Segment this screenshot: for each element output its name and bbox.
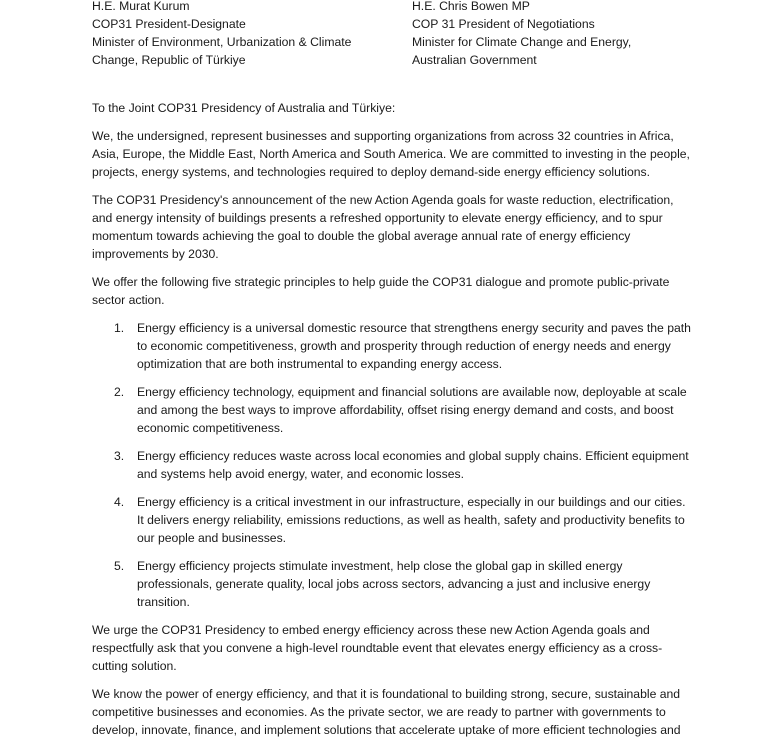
- list-item-number: 1.: [114, 321, 125, 335]
- addressee-left-title: Change, Republic of Türkiye: [92, 53, 246, 67]
- addressee-right-title: Australian Government: [412, 53, 537, 67]
- list-item: [92, 383, 692, 437]
- list-item-text: Energy efficiency is a critical investment in our infrastructure, especially in our buildings and our cities. It delivers energy reliability, emissions reductions, as well as health, safety and productivity benefits to our people and businesses.: [137, 495, 686, 545]
- body-paragraph: We know the power of energy efficiency, and that it is foundational to building strong, secure, sustainable and competitive businesses and economies. As the private sector, we are ready to partner with governments to develop, innovate, finance, and implement solutions that accelerate uptake of more efficient technologies and: [92, 687, 681, 737]
- body-paragraph: The COP31 Presidency's announcement of the new Action Agenda goals for waste reduction, electrification, and energy intensity of buildings presents a refreshed opportunity to elevate energy efficiency, and to spur momentum towards achieving the goal to double the global average annual rate of energy efficiency improvements by 2030.: [92, 193, 674, 261]
- addressee-block: [92, 0, 692, 69]
- list-item-number: 4.: [114, 495, 125, 509]
- addressee-right: [412, 0, 692, 69]
- body-paragraph: We offer the following five strategic principles to help guide the COP31 dialogue and promote public-private sector action.: [92, 275, 670, 307]
- list-item-number: 2.: [114, 385, 125, 399]
- list-item: [92, 447, 692, 483]
- body-paragraph: We, the undersigned, represent businesses and supporting organizations from across 32 countries in Africa, Asia, Europe, the Middle East, North America and South America. We are committed to investing in the people, projects, energy systems, and technologies required to deploy demand-side energy efficiency solutions.: [92, 129, 690, 179]
- addressee-left-title: Minister of Environment, Urbanization & Climate: [92, 35, 352, 49]
- list-item-text: Energy efficiency technology, equipment and financial solutions are available now, deployable at scale and among the best ways to improve affordability, offset rising energy demand and costs, and boost economic competitiveness.: [137, 385, 687, 435]
- list-item: [92, 319, 692, 373]
- salutation: To the Joint COP31 Presidency of Australia and Türkiye:: [92, 101, 396, 115]
- list-item-number: 5.: [114, 559, 125, 573]
- addressee-left-name: H.E. Murat Kurum: [92, 0, 190, 13]
- principles-list: [92, 319, 692, 611]
- addressee-right-name: H.E. Chris Bowen MP: [412, 0, 530, 13]
- list-item-text: Energy efficiency projects stimulate investment, help close the global gap in skilled energy professionals, generate quality, local jobs across sectors, advancing a just and inclusive energy transition.: [137, 559, 651, 609]
- list-item-text: Energy efficiency is a universal domestic resource that strengthens energy security and paves the path to economic competitiveness, growth and prosperity through reduction of energy needs and energy optimization that are both instrumental to expanding energy access.: [137, 321, 691, 371]
- list-item: [92, 557, 692, 611]
- list-item-text: Energy efficiency reduces waste across local economies and global supply chains. Efficient equipment and systems help avoid energy, water, and economic losses.: [137, 449, 689, 481]
- list-item-number: 3.: [114, 449, 125, 463]
- letter-page: [92, 0, 692, 749]
- addressee-left-title: COP31 President-Designate: [92, 17, 246, 31]
- addressee-right-title: COP 31 President of Negotiations: [412, 17, 595, 31]
- body-paragraph: We urge the COP31 Presidency to embed energy efficiency across these new Action Agenda goals and respectfully ask that you convene a high-level roundtable event that elevates energy efficiency as a cross-cutting solution.: [92, 623, 663, 673]
- addressee-left: [92, 0, 392, 69]
- list-item: [92, 493, 692, 547]
- addressee-right-title: Minister for Climate Change and Energy,: [412, 35, 632, 49]
